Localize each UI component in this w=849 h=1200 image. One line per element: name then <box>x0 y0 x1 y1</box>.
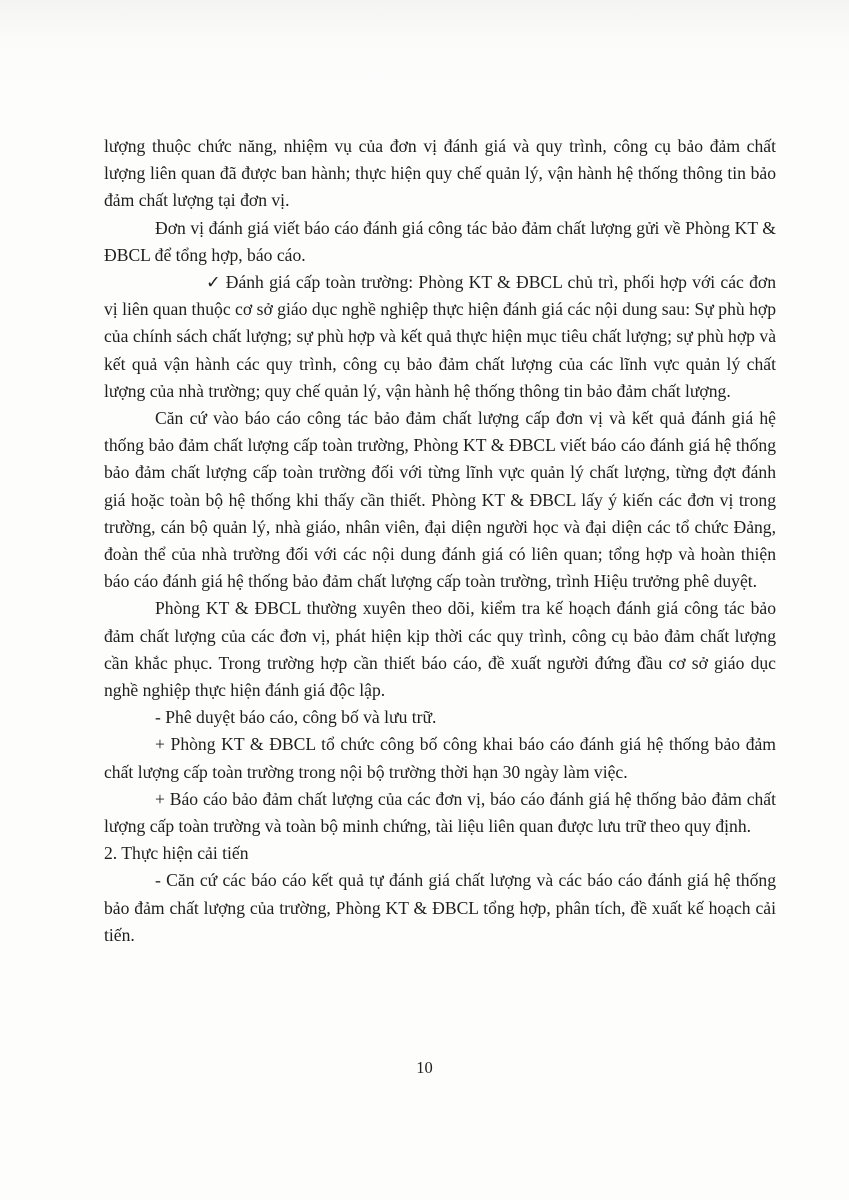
paragraph-school-level-text: Đánh giá cấp toàn trường: Phòng KT & ĐBCL chủ trì, phối hợp với các đơn vị liên quan thuộc cơ sở giáo dục nghề nghiệp thực hiện đánh giá các nội dung sau: Sự phù hợp của chính sách chất lượng; sự phù hợp và kết quả thực hiện mục tiêu chất lượng; sự phù hợp và kết quả vận hành các quy trình, công cụ bảo đảm chất lượng của các lĩnh vực quản lý chất lượng của nhà trường; quy chế quản lý, vận hành hệ thống thông tin bảo đảm chất lượng. <box>104 272 776 401</box>
list-item-archive: + Báo cáo bảo đảm chất lượng của các đơn vị, báo cáo đánh giá hệ thống bảo đảm chất lượng cấp toàn trường và toàn bộ minh chứng, tài liệu liên quan được lưu trữ theo quy định. <box>104 788 776 837</box>
check-mark-icon: ✓ <box>206 272 221 293</box>
section-heading: 2. Thực hiện cải tiến <box>104 843 249 864</box>
paragraph-school-level-evaluation <box>104 269 776 405</box>
list-item-improvement: - Căn cứ các báo cáo kết quả tự đánh giá chất lượng và các báo cáo đánh giá hệ thống bảo đảm chất lượng của trường, Phòng KT & ĐBCL tổng hợp, phân tích, đề xuất kế hoạch cải tiến. <box>104 870 776 945</box>
paragraph-unit-report: Đơn vị đánh giá viết báo cáo đánh giá công tác bảo đảm chất lượng gửi về Phòng KT & ĐBCL để tổng hợp, báo cáo. <box>104 217 776 265</box>
list-item-publish-internal: + Phòng KT & ĐBCL tổ chức công bố công khai báo cáo đánh giá hệ thống bảo đảm chất lượng cấp toàn trường trong nội bộ trường thời hạn 30 ngày làm việc. <box>104 734 776 782</box>
paragraph-based-on-reports: Căn cứ vào báo cáo công tác bảo đảm chất lượng cấp đơn vị và kết quả đánh giá hệ thống bảo đảm chất lượng cấp toàn trường, Phòng KT & ĐBCL viết báo cáo đánh giá hệ thống bảo đảm chất lượng cấp toàn trường đối với từng lĩnh vực quản lý chất lượng, từng đợt đánh giá hoặc toàn bộ hệ thống khi thấy cần thiết. Phòng KT & ĐBCL lấy ý kiến các đơn vị trong trường, cán bộ quản lý, nhà giáo, nhân viên, đại diện người học và đại diện các tổ chức Đảng, đoàn thể của nhà trường đối với các nội dung đánh giá có liên quan; tổng hợp và hoàn thiện báo cáo đánh giá hệ thống bảo đảm chất lượng cấp toàn trường, trình Hiệu trưởng phê duyệt. <box>104 408 776 592</box>
page-number: 10 <box>416 1058 433 1077</box>
page-body <box>104 133 776 949</box>
list-item-approve-publish: - Phê duyệt báo cáo, công bố và lưu trữ. <box>155 707 437 728</box>
paragraph-monitoring: Phòng KT & ĐBCL thường xuyên theo dõi, kiểm tra kế hoạch đánh giá công tác bảo đảm chất lượng của các đơn vị, phát hiện kịp thời các quy trình, công cụ bảo đảm chất lượng cần khắc phục. Trong trường hợp cần thiết báo cáo, đề xuất người đứng đầu cơ sở giáo dục nghề nghiệp thực hiện đánh giá độc lập. <box>104 598 776 701</box>
paragraph-continuation: lượng thuộc chức năng, nhiệm vụ của đơn vị đánh giá và quy trình, công cụ bảo đảm chất lượng liên quan đã được ban hành; thực hiện quy chế quản lý, vận hành hệ thống thông tin bảo đảm chất lượng tại đơn vị. <box>104 136 776 211</box>
